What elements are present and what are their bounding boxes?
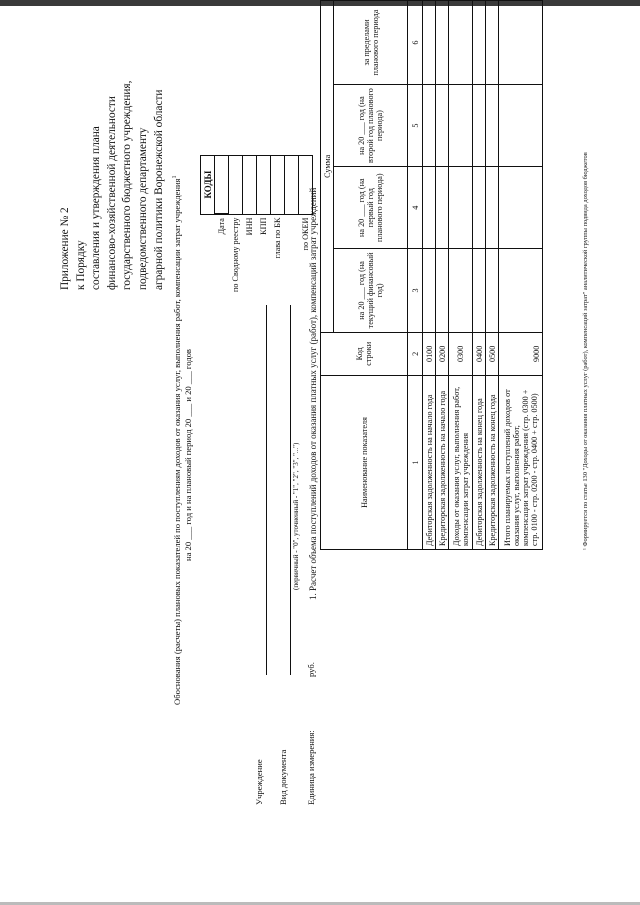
col-header-first-plan-year: на 20 ___ год (на первый год планового периода) [334, 167, 408, 249]
appendix-line: аграрной политики Воронежской области [152, 89, 165, 290]
value-cell[interactable] [486, 85, 499, 167]
codes-label-inn: ИНН [245, 217, 254, 236]
codes-label-kpp: КПП [259, 217, 268, 235]
value-cell[interactable] [449, 249, 473, 332]
doc-type-label: Вид документа [278, 749, 288, 805]
codes-kpp-field[interactable] [257, 155, 271, 214]
appendix-line: подведомственного департаменту [136, 127, 149, 290]
appendix-line: составления и утверждения плана [90, 126, 103, 290]
table-row-total [499, 1, 543, 550]
codes-blank-field[interactable] [285, 155, 299, 214]
col-header-code: Код строки [321, 332, 408, 375]
value-cell[interactable] [436, 249, 449, 332]
column-numbers-row [408, 1, 423, 550]
col-header-current-year: на 20 ___ год (на текущий финансовый год) [334, 249, 408, 332]
footnote: ¹ Формируется по статье 130 "Доходы от оказания платных услуг (работ), компенсаций затрат" аналитической группы подвида доходов бюджетов [582, 152, 589, 550]
row-code: 0100 [423, 332, 436, 375]
row-name: Итого планируемых поступлений доходов от оказания услуг, выполнения работ, компенсации затрат учреждения (стр. 0300 + стр. 0100 - стр. 0200 - стр. 0400 + стр. 0500) [499, 376, 543, 550]
appendix-line: Приложение № 2 [59, 207, 71, 290]
codes-date-field[interactable] [215, 155, 229, 214]
value-cell[interactable] [499, 1, 543, 85]
value-cell[interactable] [499, 249, 543, 332]
column-number: 5 [408, 85, 423, 167]
title-line-2: на 20 ___ год и на плановый период 20 ___ и 20 ___ годов [182, 349, 193, 561]
value-cell[interactable] [473, 167, 486, 249]
column-number: 2 [408, 332, 423, 375]
institution-label: Учреждение [254, 759, 264, 805]
column-number: 3 [408, 249, 423, 332]
row-code: 0300 [449, 332, 473, 375]
value-cell[interactable] [486, 167, 499, 249]
row-code: 9000 [499, 332, 543, 375]
doc-type-note: (первичный - "0", уточненный - "1", "2", "3", "...") [292, 442, 300, 590]
table-row [473, 1, 486, 550]
value-cell[interactable] [423, 1, 436, 85]
appendix-line: финансово-хозяйственной деятельности [105, 96, 118, 290]
row-code: 0200 [436, 332, 449, 375]
column-number: 6 [408, 1, 423, 85]
value-cell[interactable] [436, 85, 449, 167]
value-cell[interactable] [473, 249, 486, 332]
row-code: 0400 [473, 332, 486, 375]
appendix-line: к Порядку [74, 240, 87, 290]
value-cell[interactable] [449, 167, 473, 249]
appendix-header [58, 81, 167, 290]
col-header-name: Наименование показателя [321, 376, 408, 550]
col-header-sum: Сумма [321, 1, 334, 333]
section-1-title: 1. Расчет объема поступлений доходов от оказания платных услуг (работ), компенсаций затрат учреждений [308, 187, 318, 600]
table-row [436, 1, 449, 550]
title-footnote-mark: 1 [172, 175, 178, 179]
value-cell[interactable] [436, 1, 449, 85]
income-calculation-table [320, 0, 543, 550]
table-row [486, 1, 499, 550]
unit-label: Единица измерения: [306, 730, 316, 805]
row-name: Дебиторская задолженность на начало года [423, 376, 436, 550]
codes-registry-field[interactable] [229, 155, 243, 214]
codes-bk-field[interactable] [271, 155, 285, 214]
value-cell[interactable] [486, 1, 499, 85]
row-name: Доходы от оказания услуг, выполнения работ, компенсации затрат учреждения [449, 376, 473, 550]
codes-label-okei: по ОКЕИ [301, 217, 310, 251]
value-cell[interactable] [423, 249, 436, 332]
table-row [449, 1, 473, 550]
value-cell[interactable] [499, 85, 543, 167]
codes-label-registry: по Сводному реестру [231, 217, 240, 292]
value-cell[interactable] [473, 85, 486, 167]
codes-box [200, 155, 313, 295]
value-cell[interactable] [486, 249, 499, 332]
value-cell[interactable] [449, 85, 473, 167]
value-cell[interactable] [499, 167, 543, 249]
value-cell[interactable] [436, 167, 449, 249]
row-name: Кредиторская задолженность на конец года [486, 376, 499, 550]
row-name: Дебиторская задолженность на конец года [473, 376, 486, 550]
codes-header: КОДЫ [201, 155, 215, 214]
col-header-beyond-plan: за пределами планового периода [334, 1, 408, 85]
row-code: 0500 [486, 332, 499, 375]
institution-field-line[interactable] [266, 305, 267, 675]
value-cell[interactable] [473, 1, 486, 85]
codes-label-date: Дата [217, 218, 226, 235]
row-name: Кредиторская задолженность на начало года [436, 376, 449, 550]
document-title [170, 175, 194, 705]
column-number: 4 [408, 167, 423, 249]
appendix-line: государственного бюджетного учреждения, [121, 80, 134, 290]
doc-type-field-line[interactable] [290, 305, 291, 675]
codes-label-bk: глава по БК [273, 217, 282, 259]
codes-label-blank [285, 214, 299, 295]
table-row [423, 1, 436, 550]
codes-inn-field[interactable] [243, 155, 257, 214]
col-header-second-plan-year: на 20 ___ год (на второй год планового периода) [334, 85, 408, 167]
value-cell[interactable] [449, 1, 473, 85]
title-line-1: Обоснования (расчеты) плановых показателей по поступлениям доходов от оказания услуг, выполнения работ, компенсации затрат учреждения [171, 178, 182, 705]
value-cell[interactable] [423, 85, 436, 167]
column-number: 1 [408, 376, 423, 550]
unit-value: руб. [306, 662, 316, 677]
value-cell[interactable] [423, 167, 436, 249]
